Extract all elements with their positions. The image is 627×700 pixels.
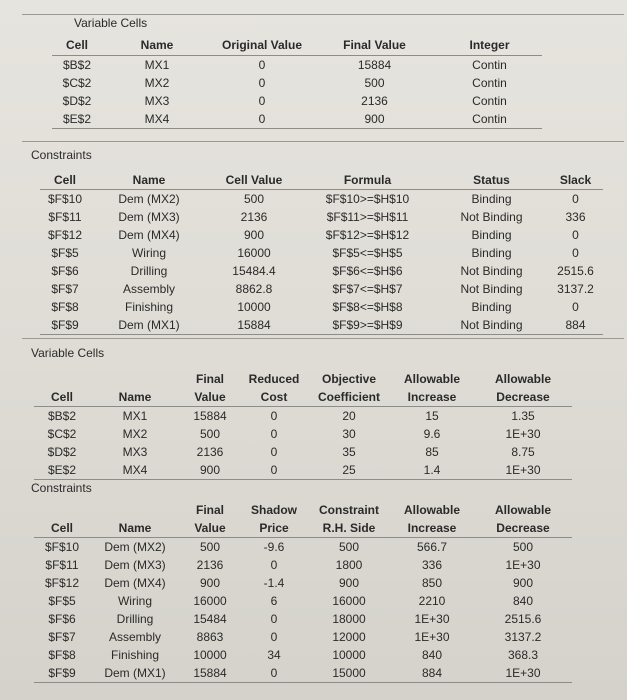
table-cell: 840 bbox=[512, 594, 534, 608]
table-cell: MX1 bbox=[122, 409, 148, 423]
table-cell: 15 bbox=[425, 409, 439, 423]
table-row bbox=[40, 190, 603, 209]
column-header: Cell bbox=[40, 171, 90, 190]
table-cell: Dem (MX2) bbox=[104, 540, 166, 554]
table-cell: Assembly bbox=[122, 282, 175, 296]
column-header: Increase bbox=[390, 519, 474, 538]
table-cell: 16000 bbox=[332, 594, 366, 608]
table-cell: 25 bbox=[308, 461, 390, 480]
table-cell: -9.6 bbox=[263, 540, 285, 554]
table-cell: 12000 bbox=[332, 630, 366, 644]
table-cell: 20 bbox=[342, 409, 356, 423]
column-header: Cell bbox=[34, 388, 90, 407]
table-row bbox=[34, 664, 572, 683]
table-cell: 500 bbox=[199, 427, 221, 441]
table-cell: Dem (MX3) bbox=[104, 558, 166, 572]
table-cell: Dem (MX1) bbox=[90, 664, 180, 683]
table-cell: $F$12 bbox=[47, 228, 83, 242]
table-cell: Not Binding bbox=[460, 282, 523, 296]
section-rule bbox=[22, 141, 624, 142]
table-cell: Contin bbox=[437, 110, 542, 129]
table-cell: 900 bbox=[312, 110, 437, 129]
answer-variable-cells-title: Variable Cells bbox=[74, 16, 148, 30]
header-top-5: Allowable bbox=[403, 372, 460, 386]
table-cell: 35 bbox=[342, 445, 356, 459]
table-cell: 30 bbox=[342, 427, 356, 441]
table-row bbox=[34, 610, 572, 628]
table-cell: $F$11 bbox=[45, 558, 79, 572]
table-cell: 900 bbox=[243, 228, 265, 242]
table-cell: 900 bbox=[512, 576, 534, 590]
header-top-3: Shadow bbox=[250, 503, 297, 517]
table-row bbox=[34, 425, 572, 443]
header-top-1 bbox=[90, 370, 180, 388]
table-cell: 1E+30 bbox=[414, 612, 450, 626]
column-header: Cost bbox=[240, 388, 308, 407]
table-cell: Binding bbox=[471, 246, 512, 260]
table-cell: -1.4 bbox=[263, 576, 285, 590]
table-cell: 15884 bbox=[357, 58, 392, 72]
table-row bbox=[40, 244, 603, 262]
table-cell: Finishing bbox=[124, 300, 174, 314]
table-cell: 15484.4 bbox=[232, 264, 276, 278]
header-top-1 bbox=[90, 501, 180, 519]
table-cell: 2136 bbox=[196, 445, 224, 459]
table-cell: Wiring bbox=[131, 246, 166, 260]
table-cell: MX4 bbox=[102, 110, 212, 129]
table-cell: 900 bbox=[180, 461, 240, 480]
table-cell: 500 bbox=[199, 540, 221, 554]
column-header: Formula bbox=[300, 171, 435, 190]
table-cell: Not Binding bbox=[460, 264, 523, 278]
table-cell: 10000 bbox=[237, 300, 271, 314]
sensitivity-variable-cells-title: Variable Cells bbox=[31, 346, 105, 360]
table-cell: 0 bbox=[270, 427, 278, 441]
column-header: Name bbox=[102, 35, 212, 56]
column-header: Name bbox=[90, 171, 208, 190]
table-row bbox=[52, 92, 542, 110]
table-cell: Drilling bbox=[130, 264, 168, 278]
table-row bbox=[34, 646, 572, 664]
table-cell: 0 bbox=[258, 94, 266, 108]
table-cell: $B$2 bbox=[62, 58, 92, 72]
table-cell: MX3 bbox=[144, 94, 170, 108]
header-top-2: Final bbox=[195, 372, 224, 386]
table-cell: 2136 bbox=[240, 210, 268, 224]
table-cell: 900 bbox=[199, 576, 221, 590]
table-cell: $B$2 bbox=[47, 409, 77, 423]
table-cell: 2515.6 bbox=[557, 264, 594, 278]
header-top-2: Final bbox=[195, 503, 224, 517]
table-row bbox=[34, 592, 572, 610]
answer-constraints-table bbox=[40, 171, 603, 335]
table-cell: 1E+30 bbox=[505, 427, 541, 441]
header-top-4: Constraint bbox=[319, 503, 379, 517]
table-cell: $F$5 bbox=[51, 246, 79, 260]
table-cell: 336 bbox=[421, 558, 443, 572]
table-cell: $E$2 bbox=[34, 461, 90, 480]
column-header: Increase bbox=[390, 388, 474, 407]
column-header: Status bbox=[435, 171, 548, 190]
table-cell: 500 bbox=[338, 540, 360, 554]
table-cell: 2210 bbox=[418, 594, 446, 608]
table-cell: Dem (MX1) bbox=[90, 316, 208, 335]
table-cell: $D$2 bbox=[62, 94, 92, 108]
table-cell: $D$2 bbox=[47, 445, 77, 459]
table-cell: 0 bbox=[270, 630, 278, 644]
table-row bbox=[34, 628, 572, 646]
column-header: Coefficient bbox=[308, 388, 390, 407]
table-cell: $F$7 bbox=[48, 630, 76, 644]
table-row bbox=[40, 316, 603, 335]
table-cell: 16000 bbox=[193, 594, 227, 608]
table-cell: $E$2 bbox=[52, 110, 102, 129]
table-cell: 16000 bbox=[237, 246, 271, 260]
table-cell: Contin bbox=[472, 76, 507, 90]
table-row bbox=[34, 538, 572, 557]
table-cell: 1.35 bbox=[511, 409, 535, 423]
table-cell: $F$7 bbox=[51, 282, 79, 296]
table-cell: 0 bbox=[258, 76, 266, 90]
table-row bbox=[40, 262, 603, 280]
table-cell: 336 bbox=[565, 210, 586, 224]
table-row bbox=[52, 56, 542, 75]
table-cell: $F$10 bbox=[44, 540, 80, 554]
column-header: Original Value bbox=[212, 35, 312, 56]
table-cell: 15884 bbox=[208, 316, 300, 335]
column-header: R.H. Side bbox=[308, 519, 390, 538]
table-cell: 884 bbox=[390, 664, 474, 683]
table-cell: Dem (MX4) bbox=[118, 228, 180, 242]
table-cell: 0 bbox=[258, 58, 266, 72]
table-cell: 1.4 bbox=[390, 461, 474, 480]
header-top-3: Reduced bbox=[248, 372, 300, 386]
table-cell: 0 bbox=[572, 192, 579, 206]
table-cell: 85 bbox=[425, 445, 439, 459]
header-top-4: Objective bbox=[321, 372, 377, 386]
table-cell: Not Binding bbox=[435, 316, 548, 335]
table-cell: 0 bbox=[240, 664, 308, 683]
table-cell: $F$11 bbox=[48, 210, 82, 224]
header-top-6: Allowable bbox=[494, 503, 551, 517]
table-cell: 1800 bbox=[335, 558, 363, 572]
header-top-6: Allowable bbox=[494, 372, 551, 386]
table-cell: MX2 bbox=[122, 427, 148, 441]
table-row bbox=[52, 74, 542, 92]
table-cell: Contin bbox=[472, 94, 507, 108]
table-cell: 3137.2 bbox=[504, 630, 542, 644]
table-cell: MX1 bbox=[144, 58, 170, 72]
table-cell: MX2 bbox=[144, 76, 170, 90]
column-header: Final Value bbox=[312, 35, 437, 56]
header-top-0 bbox=[34, 370, 90, 388]
table-cell: 0 bbox=[572, 228, 579, 242]
table-row bbox=[40, 208, 603, 226]
table-cell: 1E+30 bbox=[505, 558, 541, 572]
table-cell: 8862.8 bbox=[235, 282, 273, 296]
table-cell: $F$8 bbox=[51, 300, 79, 314]
table-cell: 10000 bbox=[332, 648, 366, 662]
table-cell: Finishing bbox=[110, 648, 160, 662]
table-cell: 8863 bbox=[196, 630, 224, 644]
column-header: Cell Value bbox=[208, 171, 300, 190]
header-top-5: Allowable bbox=[403, 503, 460, 517]
table-cell: $F$8<=$H$8 bbox=[332, 300, 403, 314]
table-cell: 0 bbox=[270, 445, 278, 459]
column-header: Price bbox=[240, 519, 308, 538]
table-cell: 15884 bbox=[193, 409, 227, 423]
table-cell: Dem (MX3) bbox=[118, 210, 180, 224]
table-cell: 840 bbox=[421, 648, 443, 662]
table-cell: $C$2 bbox=[62, 76, 92, 90]
table-cell: Drilling bbox=[116, 612, 154, 626]
table-cell: 15484 bbox=[193, 612, 227, 626]
table-cell: $F$5<=$H$5 bbox=[332, 246, 403, 260]
table-cell: MX4 bbox=[90, 461, 180, 480]
answer-variable-cells-table bbox=[52, 35, 542, 129]
table-cell: Dem (MX2) bbox=[118, 192, 180, 206]
table-cell: $F$11>=$H$11 bbox=[326, 210, 409, 224]
table-cell: Contin bbox=[472, 58, 507, 72]
table-cell: Assembly bbox=[108, 630, 161, 644]
table-cell: 2515.6 bbox=[504, 612, 542, 626]
table-cell: 9.6 bbox=[423, 427, 441, 441]
table-cell: $F$10>=$H$10 bbox=[325, 192, 410, 206]
table-cell: $F$6 bbox=[51, 264, 79, 278]
column-header: Slack bbox=[548, 171, 603, 190]
table-cell: 2136 bbox=[196, 558, 224, 572]
table-row bbox=[34, 556, 572, 574]
table-cell: 2136 bbox=[361, 94, 388, 108]
table-cell: 15000 bbox=[308, 664, 390, 683]
table-cell: 0 bbox=[240, 461, 308, 480]
table-cell: Wiring bbox=[117, 594, 152, 608]
table-cell: 6 bbox=[270, 594, 278, 608]
table-cell: 8.75 bbox=[511, 445, 535, 459]
column-header: Value bbox=[180, 388, 240, 407]
table-row bbox=[34, 574, 572, 592]
table-row bbox=[34, 407, 572, 426]
column-header: Cell bbox=[34, 519, 90, 538]
table-cell: MX3 bbox=[122, 445, 148, 459]
column-header: Cell bbox=[52, 35, 102, 56]
column-header: Decrease bbox=[474, 519, 572, 538]
table-cell: Binding bbox=[471, 192, 512, 206]
table-cell: $F$8 bbox=[48, 648, 76, 662]
table-cell: $F$7<=$H$7 bbox=[332, 282, 403, 296]
table-cell: 900 bbox=[338, 576, 360, 590]
table-cell: 0 bbox=[270, 409, 278, 423]
top-rule bbox=[22, 14, 624, 15]
table-cell: $F$9 bbox=[40, 316, 90, 335]
column-header: Name bbox=[90, 519, 180, 538]
column-header: Name bbox=[90, 388, 180, 407]
table-cell: 566.7 bbox=[416, 540, 448, 554]
table-cell: 500 bbox=[364, 76, 385, 90]
table-row bbox=[34, 443, 572, 461]
table-cell: $F$6<=$H$6 bbox=[332, 264, 403, 278]
table-cell: 0 bbox=[270, 558, 278, 572]
table-cell: 0 bbox=[572, 300, 579, 314]
table-row bbox=[52, 110, 542, 129]
table-cell: Binding bbox=[471, 228, 512, 242]
table-cell: 15884 bbox=[180, 664, 240, 683]
column-header: Integer bbox=[437, 35, 542, 56]
table-row bbox=[40, 226, 603, 244]
table-cell: 34 bbox=[267, 648, 281, 662]
table-cell: Binding bbox=[471, 300, 512, 314]
sensitivity-constraints-table bbox=[34, 501, 572, 683]
sensitivity-constraints-title: Constraints bbox=[31, 481, 92, 495]
table-cell: 0 bbox=[270, 612, 278, 626]
table-cell: 10000 bbox=[193, 648, 227, 662]
table-row bbox=[40, 280, 603, 298]
table-cell: 18000 bbox=[332, 612, 366, 626]
table-cell: 1E+30 bbox=[414, 630, 450, 644]
table-row bbox=[40, 298, 603, 316]
table-cell: 500 bbox=[512, 540, 534, 554]
table-cell: $F$5 bbox=[48, 594, 76, 608]
table-cell: Not Binding bbox=[460, 210, 523, 224]
table-cell: 1E+30 bbox=[474, 461, 572, 480]
table-row bbox=[34, 461, 572, 480]
section-rule-2 bbox=[22, 338, 624, 339]
table-cell: $F$9>=$H$9 bbox=[300, 316, 435, 335]
column-header: Decrease bbox=[474, 388, 572, 407]
table-cell: 368.3 bbox=[507, 648, 539, 662]
header-top-0 bbox=[34, 501, 90, 519]
table-cell: 884 bbox=[548, 316, 603, 335]
answer-constraints-title: Constraints bbox=[31, 148, 92, 162]
table-cell: 1E+30 bbox=[474, 664, 572, 683]
table-cell: $F$10 bbox=[47, 192, 83, 206]
table-cell: 0 bbox=[572, 246, 579, 260]
table-cell: $F$12>=$H$12 bbox=[325, 228, 410, 242]
table-cell: Dem (MX4) bbox=[104, 576, 166, 590]
table-cell: $F$9 bbox=[34, 664, 90, 683]
table-cell: 3137.2 bbox=[557, 282, 594, 296]
table-cell: $C$2 bbox=[47, 427, 77, 441]
table-cell: $F$12 bbox=[44, 576, 80, 590]
table-cell: 500 bbox=[243, 192, 265, 206]
table-cell: 850 bbox=[421, 576, 443, 590]
table-cell: $F$6 bbox=[48, 612, 76, 626]
table-cell: 0 bbox=[212, 110, 312, 129]
column-header: Value bbox=[180, 519, 240, 538]
sensitivity-variable-cells-table bbox=[34, 370, 572, 480]
